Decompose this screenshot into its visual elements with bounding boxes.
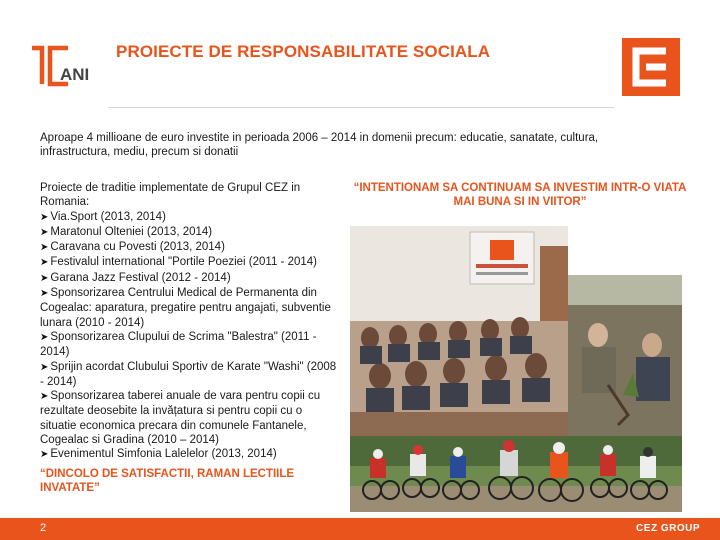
planting-photo bbox=[568, 275, 682, 436]
intro-text: Aproape 4 millioane de euro investite in perioada 2006 – 2014 in domenii precum: educatie, sanatate, cultura, infrastructura, mediu, precum si donatii bbox=[40, 132, 599, 158]
list-item: ➤ Sponsorizarea taberei anuale de vara pentru copii cu rezultate deosebite la invățatura si pentru copii cu o situatie economica precara din comunele Fantanele, Cogealac si Gradina (2010 – 2014) bbox=[40, 390, 321, 447]
cez-logo-icon bbox=[622, 38, 680, 96]
anniversary-logo bbox=[28, 44, 108, 88]
list-item: ➤ Sponsorizarea Clupului de Scrima "Balestra" (2011 - 2014) bbox=[40, 330, 317, 359]
arrow-bullet-icon: ➤ bbox=[40, 242, 49, 254]
logo-text: ANI bbox=[60, 65, 90, 84]
arrow-bullet-icon: ➤ bbox=[40, 361, 49, 373]
quote-future: “INTENTIONAM SA CONTINUAM SA INVESTIM INTR-O VIATA MAI BUNA SI IN VIITOR” bbox=[353, 182, 687, 208]
arrow-bullet-icon: ➤ bbox=[40, 391, 49, 403]
projects-list bbox=[40, 181, 338, 463]
quote-lessons: “DINCOLO DE SATISFACTII, RAMAN LECTIILE INVATATE” bbox=[40, 468, 295, 494]
arrow-bullet-icon: ➤ bbox=[40, 272, 49, 284]
arrow-bullet-icon: ➤ bbox=[40, 257, 49, 269]
arrow-bullet-icon: ➤ bbox=[40, 449, 49, 461]
list-item: ➤ Via.Sport (2013, 2014) bbox=[40, 210, 166, 223]
list-item: ➤ Maratonul Olteniei (2013, 2014) bbox=[40, 225, 213, 238]
arrow-bullet-icon: ➤ bbox=[40, 288, 49, 300]
arrow-bullet-icon: ➤ bbox=[40, 226, 49, 238]
classroom-photo bbox=[350, 226, 568, 436]
footer-bar bbox=[0, 518, 720, 540]
list-item: ➤ Sprijin acordat Clubului Sportiv de Karate "Washi" (2008 - 2014) bbox=[40, 360, 337, 388]
arrow-bullet-icon: ➤ bbox=[40, 331, 49, 343]
page-number: 2 bbox=[40, 522, 47, 534]
projects-heading: Proiecte de traditie implementate de Grupul CEZ in Romania: bbox=[40, 182, 301, 209]
list-item: ➤ Festivalul international "Portile Poeziei (2011 - 2014) bbox=[40, 256, 317, 269]
list-item: ➤ Sponsorizarea Centrului Medical de Permanenta din Cogealac: aparatura, pregatire pentru angajati, subventie lunara (2010 - 2014) bbox=[40, 287, 331, 329]
arrow-bullet-icon: ➤ bbox=[40, 211, 49, 223]
list-item: ➤ Garana Jazz Festival (2012 - 2014) bbox=[40, 271, 231, 284]
footer-brand: CEZ GROUP bbox=[636, 523, 700, 534]
header-divider bbox=[108, 107, 614, 108]
page-title: PROIECTE DE RESPONSABILITATE SOCIALA bbox=[116, 42, 491, 61]
cycling-photo bbox=[350, 436, 682, 512]
list-item: ➤ Caravana cu Povesti (2013, 2014) bbox=[40, 241, 225, 254]
list-item: ➤ Evenimentul Simfonia Lalelelor (2013, 2014) bbox=[40, 448, 277, 461]
